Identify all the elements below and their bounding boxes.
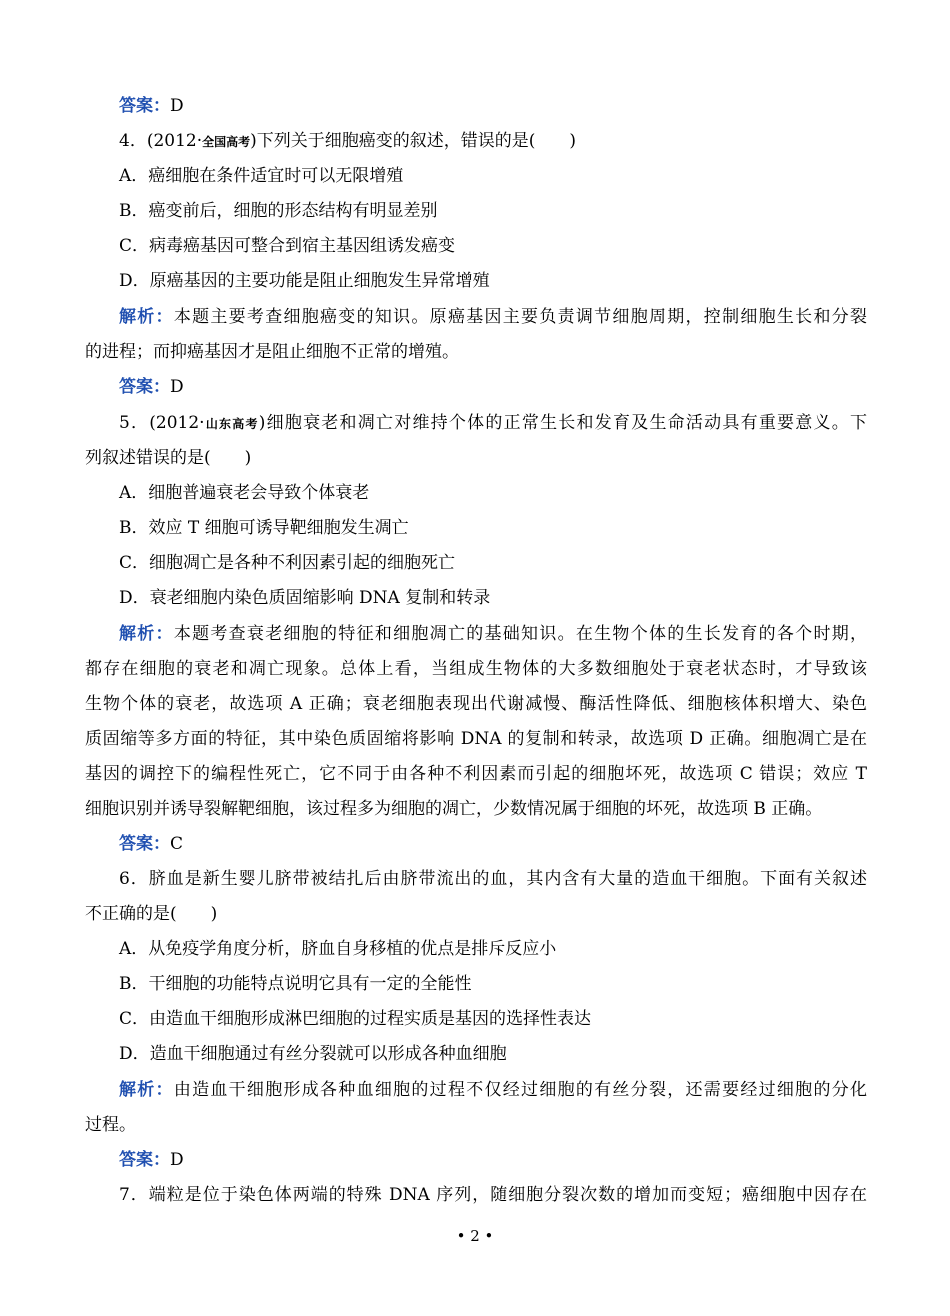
page-number: • 2 • bbox=[456, 1227, 494, 1245]
q4-answer-line bbox=[119, 376, 867, 398]
q4-analysis-line-1 bbox=[119, 306, 867, 328]
q4-analysis-line-2: 的进程；而抑癌基因才是阻止细胞不正常的增殖。 bbox=[85, 342, 459, 362]
analysis-label: 解析： bbox=[119, 624, 174, 644]
q4-stem-text: )下列关于细胞癌变的叙述，错误的是( ) bbox=[250, 131, 577, 151]
q5-analysis-line-4: 质固缩等多方面的特征，其中染色质固缩将影响 DNA 的复制和转录，故选项 D 正确。细胞凋亡是在 bbox=[85, 729, 867, 749]
q7-stem-line-1: 7．端粒是位于染色体两端的特殊 DNA 序列，随细胞分裂次数的增加而变短；癌细胞中因存在 bbox=[119, 1185, 867, 1205]
q4-stem bbox=[119, 130, 867, 153]
q6-answer-line bbox=[119, 1149, 867, 1171]
q5-analysis-line-3: 生物个体的衰老，故选项 A 正确；衰老细胞表现出代谢减慢、酶活性降低、细胞核体积增大、染色 bbox=[85, 694, 867, 714]
q4-option-d: D．原癌基因的主要功能是阻止细胞发生异常增殖 bbox=[119, 271, 490, 291]
q5-option-a: A．细胞普遍衰老会导致个体衰老 bbox=[119, 483, 370, 503]
analysis-label: 解析： bbox=[119, 307, 174, 327]
q5-number: 5． bbox=[119, 413, 150, 433]
q6-option-a: A．从免疫学角度分析，脐血自身移植的优点是排斥反应小 bbox=[119, 939, 557, 959]
q5-analysis-line-2: 都存在细胞的衰老和凋亡现象。总体上看，当组成生物体的大多数细胞处于衰老状态时，才导致该 bbox=[85, 659, 867, 679]
q5-analysis-text-1: 本题考查衰老细胞的特征和细胞凋亡的基础知识。在生物个体的生长发育的各个时期， bbox=[173, 624, 868, 644]
answer-value: C bbox=[170, 834, 184, 854]
q4-option-c: C．病毒癌基因可整合到宿主基因组诱发癌变 bbox=[119, 236, 456, 256]
q6-option-c: C．由造血干细胞形成淋巴细胞的过程实质是基因的选择性表达 bbox=[119, 1009, 592, 1029]
q5-source: 山东高考 bbox=[204, 417, 259, 431]
q4-analysis-text-1: 本题主要考查细胞癌变的知识。原癌基因主要负责调节细胞周期，控制细胞生长和分裂 bbox=[173, 307, 868, 327]
q4-option-b: B．癌变前后，细胞的形态结构有明显差别 bbox=[119, 201, 438, 221]
analysis-label: 解析： bbox=[119, 1080, 174, 1100]
answer-value: D bbox=[170, 96, 184, 116]
q4-number: 4． bbox=[119, 131, 147, 151]
answer-label: 答案： bbox=[119, 1150, 170, 1170]
q5-analysis-line-5: 基因的调控下的编程性死亡，它不同于由各种不利因素而引起的细胞坏死，故选项 C 错误；效应 T bbox=[85, 764, 867, 784]
q6-stem-line-2: 不正确的是( ) bbox=[85, 904, 218, 924]
answer-value: D bbox=[170, 1150, 184, 1170]
answer-label: 答案： bbox=[119, 377, 170, 397]
q4-source: 全国高考 bbox=[202, 135, 251, 149]
q5-analysis-line-1 bbox=[119, 623, 867, 645]
q5-stem-line-1 bbox=[119, 412, 867, 435]
answer-label: 答案： bbox=[119, 96, 170, 116]
answer-label: 答案： bbox=[119, 834, 170, 854]
q4-option-a: A．癌细胞在条件适宜时可以无限增殖 bbox=[119, 166, 404, 186]
q6-stem-line-1: 6．脐血是新生婴儿脐带被结扎后由脐带流出的血，其内含有大量的造血干细胞。下面有关叙述 bbox=[119, 869, 867, 889]
q6-option-d: D．造血干细胞通过有丝分裂就可以形成各种血细胞 bbox=[119, 1044, 507, 1064]
q5-answer-line bbox=[119, 833, 867, 855]
q5-year: (2012· bbox=[149, 413, 205, 433]
answer-value: D bbox=[170, 377, 184, 397]
q5-option-b: B．效应 T 细胞可诱导靶细胞发生凋亡 bbox=[119, 518, 409, 538]
q5-analysis-line-6: 细胞识别并诱导裂解靶细胞，该过程多为细胞的凋亡，少数情况属于细胞的坏死，故选项 B 正确。 bbox=[85, 799, 823, 819]
q6-option-b: B．干细胞的功能特点说明它具有一定的全能性 bbox=[119, 974, 472, 994]
q6-analysis-text-1: 由造血干细胞形成各种血细胞的过程不仅经过细胞的有丝分裂，还需要经过细胞的分化 bbox=[173, 1080, 868, 1100]
q4-year: (2012· bbox=[146, 131, 203, 151]
q6-analysis-line-1 bbox=[119, 1079, 867, 1101]
q5-option-c: C．细胞凋亡是各种不利因素引起的细胞死亡 bbox=[119, 553, 456, 573]
q5-stem-text: )细胞衰老和凋亡对维持个体的正常生长和发育及生命活动具有重要意义。下 bbox=[258, 413, 867, 433]
q6-analysis-line-2: 过程。 bbox=[85, 1115, 136, 1135]
answer-line bbox=[119, 95, 867, 117]
q5-option-d: D．衰老细胞内染色质固缩影响 DNA 复制和转录 bbox=[119, 588, 491, 608]
q5-stem-line-2: 列叙述错误的是( ) bbox=[85, 448, 252, 468]
